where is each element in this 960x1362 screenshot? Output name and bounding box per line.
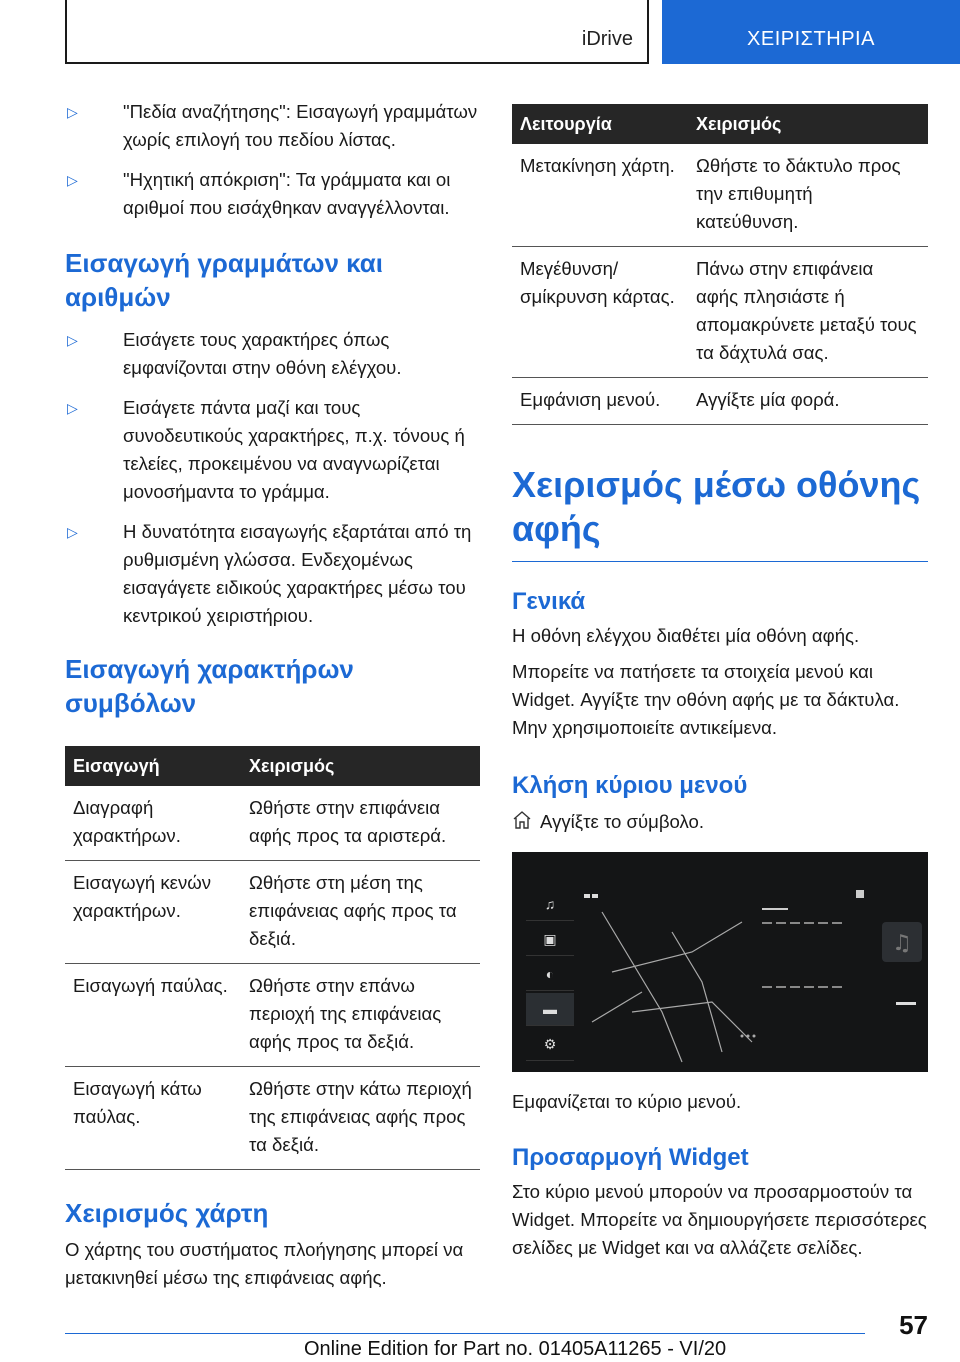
section-divider (512, 561, 928, 562)
bullet-triangle-icon: ▷ (67, 104, 78, 120)
table-header: Χειρισμός (688, 104, 928, 144)
table-header: Εισαγωγή (65, 746, 241, 786)
bullet-triangle-icon: ▷ (67, 172, 78, 188)
widget-paragraph: Στο κύριο μενού μπορούν να προσαρμοστούν τα Widget. Μπορείτε να δημιουργήσετε περισσότερες σελίδες με Widget και να αλλάζετε σελίδες. (512, 1181, 927, 1258)
section-label: iDrive (581, 28, 633, 50)
table-cell: Διαγραφή χαρακτήρων. (65, 786, 241, 861)
table-header-row (65, 746, 480, 786)
heading-general: Γενικά (512, 588, 586, 615)
bullet-list-letters (65, 326, 480, 630)
table-cell: Ωθήστε στη μέση της επιφάνειας αφής προς τα δεξιά. (241, 861, 480, 964)
home-icon (512, 810, 540, 835)
list-item: ▷ Η δυνατότητα εισαγωγής εξαρτάται από τη ρυθμισμένη γλώσσα. Ενδεχομένως εισαγάγετε ειδικούς χαρακτήρες μέσω του κεντρικού χειριστήριου. (65, 518, 480, 630)
table-header-row (512, 104, 928, 144)
heading-main-menu: Κλήση κύριου μενού (512, 772, 748, 799)
navigation-icon: ◐ (526, 958, 574, 991)
map-table (512, 104, 928, 425)
general-paragraph-1: Η οθόνη ελέγχου διαθέτει μία οθόνη αφής. (512, 625, 860, 646)
list-item: ▷ "Πεδία αναζήτησης": Εισαγωγή γραμμάτων χωρίς επιλογή του πεδίου λίστας. (65, 98, 480, 154)
table-row (512, 144, 928, 247)
table-header: Λειτουργία (512, 104, 688, 144)
table-cell: Αγγίξτε μία φορά. (688, 378, 928, 425)
heading-letters: Εισαγωγή γραμμάτων και αριθμών (65, 248, 384, 312)
table-row (65, 1067, 480, 1170)
heading-touch: Χειρισμός μέσω οθόνης αφής (512, 464, 921, 549)
map-paragraph: Ο χάρτης του συστήματος πλοήγησης μπορεί να μετακινηθεί μέσω της επιφάνειας αφής. (65, 1239, 464, 1288)
main-menu-instruction-row (512, 808, 928, 836)
right-column (512, 104, 928, 1262)
footer-divider (65, 1333, 865, 1334)
media-icon: ▣ (526, 923, 574, 956)
table-cell: Πάνω στην επιφάνεια αφής πλησιάστε ή απομακρύνετε μεταξύ τους τα δάχτυλά σας. (688, 247, 928, 378)
chapter-tab (662, 0, 960, 64)
general-paragraph-2: Μπορείτε να πατήσετε τα στοιχεία μενού και Widget. Αγγίξτε την οθόνη αφής με τα δάκτυλα. Μην χρησιμοποιείτε αντικείμενα. (512, 661, 900, 738)
table-cell: Εισαγωγή παύλας. (65, 964, 241, 1067)
table-cell: Ωθήστε στην κάτω περιοχή της επιφάνειας αφής προς τα δεξιά. (241, 1067, 480, 1170)
left-column (65, 98, 480, 1292)
table-cell: Εισαγωγή κάτω παύλας. (65, 1067, 241, 1170)
heading-widget: Προσαρμογή Widget (512, 1144, 749, 1171)
table-row (65, 861, 480, 964)
idrive-screenshot (512, 852, 928, 1072)
heading-symbols: Εισαγωγή χαρακτήρων συμβόλων (65, 654, 354, 718)
main-menu-instruction: Αγγίξτε το σύμβολο. (540, 811, 705, 832)
svg-text:♫: ♫ (892, 931, 912, 956)
list-item: ▷ Εισάγετε τους χαρακτήρες όπως εμφανίζονται στην οθόνη ελέγχου. (65, 326, 480, 382)
list-item: ▷ Εισάγετε πάντα μαζί και τους συνοδευτικούς χαρακτήρες, π.χ. τόνους ή τελείες, προκειμένου να αναγνωρίζεται μονοσήμαντα το γράμμα. (65, 394, 480, 506)
settings-icon: ⚙ (526, 1028, 574, 1061)
table-cell: Ωθήστε το δάκτυλο προς την επιθυμητή κατεύθυνση. (688, 144, 928, 247)
table-cell: Εισαγωγή κενών χαρακτήρων. (65, 861, 241, 964)
screenshot-caption: Εμφανίζεται το κύριο μενού. (512, 1091, 742, 1112)
bullet-triangle-icon: ▷ (67, 400, 78, 416)
bullet-triangle-icon: ▷ (67, 524, 78, 540)
list-item: ▷ "Ηχητική απόκριση": Τα γράμματα και οι αριθμοί που εισάχθηκαν αναγγέλλονται. (65, 166, 480, 222)
table-row (512, 247, 928, 378)
table-header: Χειρισμός (241, 746, 480, 786)
table-cell: Ωθήστε στην επάνω περιοχή της επιφάνειας αφής προς τα δεξιά. (241, 964, 480, 1067)
edition-note: Online Edition for Part no. 01405A11265 - VI/20 (304, 1338, 727, 1360)
table-row (512, 378, 928, 425)
map-roads (592, 912, 752, 1062)
bullet-list-top (65, 98, 480, 222)
table-row (65, 786, 480, 861)
music-icon: ♫ (526, 888, 574, 921)
car-icon: ▬ (526, 993, 574, 1026)
page-number: 57 (899, 1310, 928, 1340)
heading-map: Χειρισμός χάρτη (65, 1198, 269, 1228)
table-cell: Μετακίνηση χάρτη. (512, 144, 688, 247)
chapter-tab-label: ΧΕΙΡΙΣΤΗΡΙΑ (747, 28, 875, 50)
screenshot-graphics (512, 852, 928, 1072)
header-frame (65, 0, 649, 64)
symbols-table (65, 746, 480, 1170)
table-row (65, 964, 480, 1067)
table-cell: Εμφάνιση μενού. (512, 378, 688, 425)
table-cell: Ωθήστε στην επιφάνεια αφής προς τα αριστερά. (241, 786, 480, 861)
widget-dashes (762, 922, 842, 988)
bullet-triangle-icon: ▷ (67, 332, 78, 348)
table-cell: Μεγέθυνση/σμίκρυνση κάρτας. (512, 247, 688, 378)
